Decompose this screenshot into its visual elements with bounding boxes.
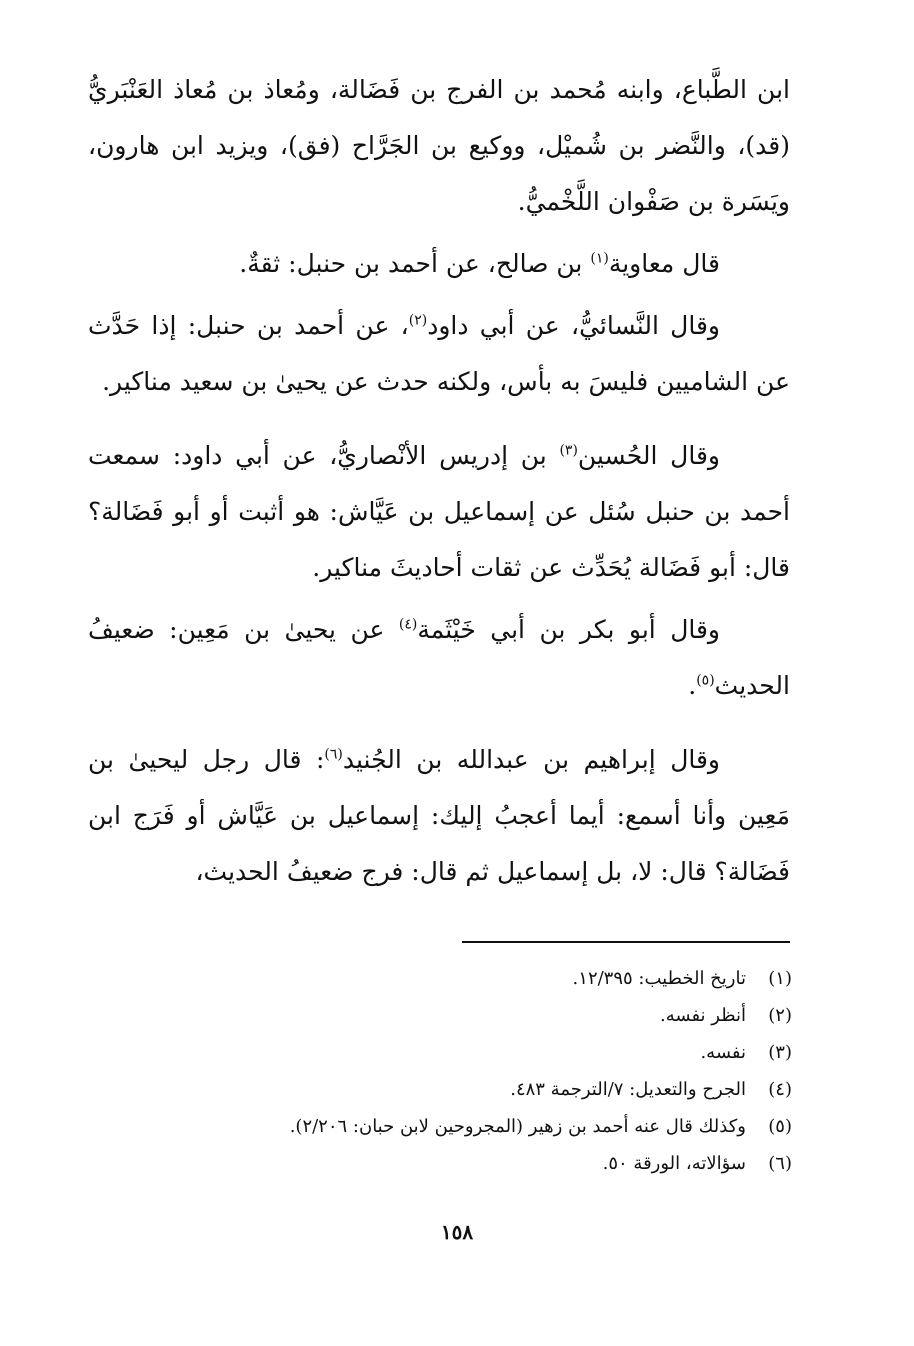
paragraph (88, 602, 790, 714)
footnote-reference: (٢) (408, 312, 428, 329)
page-number: ١٥٨ (440, 1220, 474, 1244)
footnote-separator (462, 941, 790, 943)
paragraph-text: . (688, 671, 697, 700)
paragraph (88, 732, 790, 900)
footnote-text: سؤالاته، الورقة ٥٠. (602, 1153, 746, 1174)
paragraph (88, 298, 790, 410)
paragraph (88, 236, 790, 292)
footnote-number: (٣) (768, 1042, 792, 1063)
footnote-number: (١) (768, 968, 792, 989)
footnote (172, 1034, 792, 1071)
footnote-number: (٢) (768, 1005, 792, 1026)
footnote (172, 1108, 792, 1145)
footnote-reference: (٦) (324, 746, 343, 763)
footnote-text: أنظر نفسه. (660, 1005, 746, 1026)
paragraph-text: عن يحيىٰ بن مَعِين: ضعيفُ الحديث (88, 615, 790, 700)
paragraph-text: ابن الطَّباع، وابنه مُحمد بن الفرج بن فَضَالة، ومُعاذ بن مُعاذ العَنْبَريُّ (قد)، والنَّضر بن شُميْل، ووكيع بن الجَرَّاح (فق)، ويزيد ابن هارون، ويَسَرة بن صَفْوان اللَّخْميُّ. (88, 75, 790, 216)
footnotes (172, 960, 792, 1182)
paragraph-text: بن صالح، عن أحمد بن حنبل: ثقةٌ. (239, 249, 591, 278)
footnote (172, 1071, 792, 1108)
footnote-reference: (٤) (398, 616, 418, 633)
footnote-reference: (٣) (559, 442, 578, 459)
footnote (172, 1145, 792, 1182)
paragraph-text: وقال إبراهيم بن عبدالله بن الجُنيد (342, 745, 721, 774)
footnote-text: وكذلك قال عنه أحمد بن زهير (المجروحين لابن حبان: ٢/٢٠٦). (289, 1116, 746, 1137)
footnote (172, 960, 792, 997)
paragraph-text: وقال أبو بكر بن أبي خَيْثَمة (417, 615, 721, 644)
paragraph-text: قال معاوية (608, 249, 720, 278)
footnote-number: (٦) (768, 1153, 792, 1174)
footnote-number: (٤) (768, 1079, 792, 1100)
paragraph-text: : قال رجل ليحيىٰ بن مَعِين وأنا أسمع: أيما أعجبُ إليك: إسماعيل بن عَيَّاش أو فَرَج ابن فَضَالة؟ قال: لا، بل إسماعيل ثم قال: فرج ضعيفُ الحديث، (88, 745, 790, 886)
paragraph (88, 62, 790, 230)
footnote (172, 997, 792, 1034)
paragraph (88, 428, 790, 596)
paragraph-text: وقال النَّسائيُّ، عن أبي داود (427, 311, 720, 340)
footnote-number: (٥) (768, 1116, 792, 1137)
footnote-text: تاريخ الخطيب: ١٢/٣٩٥. (572, 968, 746, 989)
footnote-text: نفسه. (700, 1042, 746, 1063)
footnote-reference: (١) (590, 250, 609, 267)
footnote-reference: (٥) (696, 672, 715, 689)
paragraph-text: وقال الحُسين (577, 441, 720, 470)
main-text (88, 62, 790, 906)
paragraph-text: بن إدريس الأنْصاريُّ، عن أبي داود: سمعت أحمد بن حنبل سُئل عن إسماعيل بن عَيَّاش: هو أثبت أو أبو فَضَالة؟ قال: أبو فَضَالة يُحَدِّث عن ثقات أحاديثَ مناكير. (88, 441, 790, 582)
paragraph-text: ، عن أحمد بن حنبل: إذا حَدَّث عن الشاميين فليسَ به بأس، ولكنه حدث عن يحيىٰ بن سعيد مناكير. (88, 311, 790, 396)
footnote-text: الجرح والتعديل: ٧/الترجمة ٤٨٣. (510, 1079, 746, 1100)
